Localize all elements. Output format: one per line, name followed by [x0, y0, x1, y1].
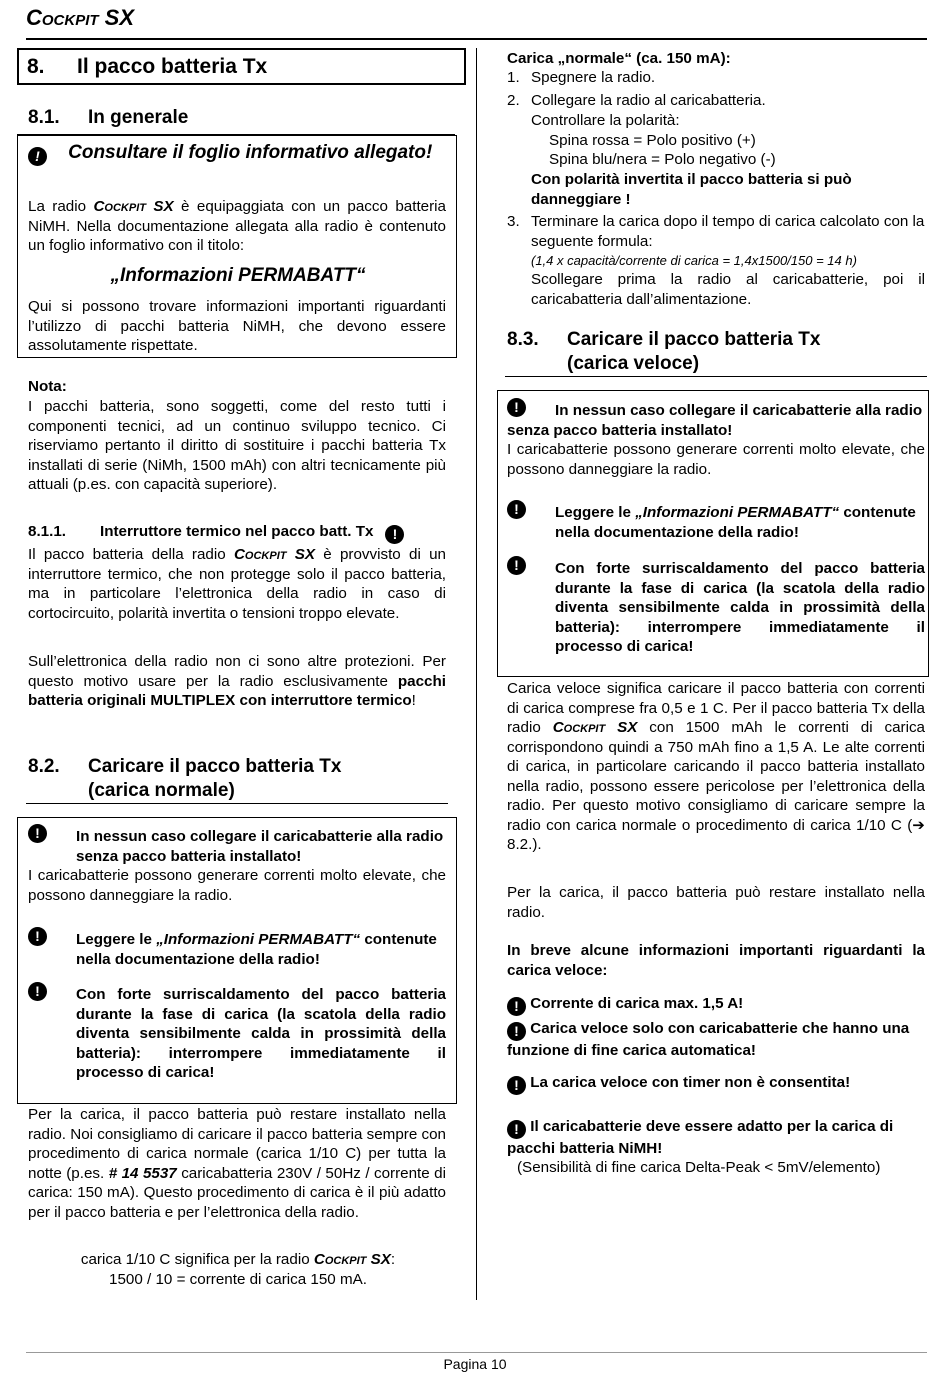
warning-1-text: I caricabatterie possono generare correnti molto elevate, che possono danneggiare la radio. — [507, 441, 925, 478]
warning-1: In nessun caso collegare il caricabatterie alla radio senza pacco batteria installato! — [76, 828, 444, 865]
footer-rule — [26, 1352, 927, 1353]
nota-label: Nota: — [28, 378, 67, 395]
fast-charge-summary: In breve alcune informazioni importanti riguardanti la carica veloce: — [507, 942, 925, 979]
fast-charge-point-3: ! La carica veloce con timer non è consentita! — [507, 1073, 927, 1095]
warning-icon: ! — [507, 395, 526, 417]
polarity-red: Spina rossa = Polo positivo (+) — [549, 132, 756, 149]
page-number: Pagina 10 — [443, 1356, 507, 1372]
warning-icon: ! — [385, 525, 404, 544]
header-rule — [26, 38, 927, 40]
permabatt-title: „Informazioni PERMABATT“ — [110, 265, 366, 286]
info-box-heading: ! Consultare il foglio informativo allegato! — [28, 141, 448, 166]
warning-2: Leggere le „Informazioni PERMABATT“ contenute nella documentazione della radio! — [76, 931, 437, 968]
warning-1-text: I caricabatterie possono generare correnti molto elevate, che possono danneggiare la radio. — [28, 867, 446, 904]
protection-paragraph: Sull’elettronica della radio non ci sono altre protezioni. Per questo motivo usare per la radio esclusivamente pacchi batteria originali MULTIPLEX con interruttore termico! — [28, 653, 446, 709]
warning-1: In nessun caso collegare il caricabatterie alla radio senza pacco batteria installato! — [507, 402, 923, 439]
section-8-heading: 8. Il pacco batteria Tx — [17, 48, 466, 85]
delta-peak-note: (Sensibilità di fine carica Delta-Peak < 5mV/elemento) — [517, 1159, 881, 1176]
warning-icon: ! — [28, 979, 47, 1001]
charge-formula-line-2: 1500 / 10 = corrente di carica 150 mA. — [109, 1271, 367, 1288]
section-8-2-heading: 8.2. Caricare il pacco batteria Tx (carica normale) — [28, 756, 342, 801]
thermal-switch-paragraph: Il pacco batteria della radio Cockpit SX è provvisto di un interruttore termico, che non protegge solo il pacco batteria, ma in particolare l’elettronica della radio in caso di cortocircuito, polarità invertita o tensioni troppo elevate. — [28, 546, 446, 622]
nota-text: I pacchi batteria, sono soggetti, come del resto tutti i componenti tecnici, ad un continuo sviluppo tecnico. Ci riserviamo pertanto il diritto di sostituire i pacchi batteria Tx installati di serie (NiMh, 1500 mAh) con altri tecnicamente più attuali (p.es. con capacità superiore). — [28, 398, 446, 493]
section-8-1-heading: 8.1. In generale — [28, 107, 189, 128]
warning-icon: ! — [507, 997, 526, 1016]
warning-icon: ! — [507, 1076, 526, 1095]
fast-charge-point-2: ! Carica veloce solo con caricabatterie che hanno una funzione di fine carica automatica! — [507, 1020, 910, 1059]
warning-icon: ! — [507, 1120, 526, 1139]
warning-icon: ! — [28, 147, 47, 166]
running-header-brand: Cockpit SX — [26, 5, 135, 30]
warning-icon: ! — [507, 1022, 526, 1041]
section-8-1-1-heading: 8.1.1. Interruttore termico nel pacco batt. Tx ! — [28, 522, 448, 544]
polarity-label: Controllare la polarità: — [531, 112, 680, 129]
section-rule — [26, 803, 448, 804]
polarity-warning: Con polarità invertita il pacco batteria si può danneggiare ! — [531, 171, 852, 208]
fast-charge-paragraph: Carica veloce significa caricare il pacco batteria con correnti di carica comprese fra 0,5 e 1 C. Per il pacco batteria Tx della radio Cockpit SX con 1500 mAh le correnti di carica corrispondono quindi a 750 mAh fino a 1,5 A. Le alte correnti di carica, in particolare caricando il pacco batteria installato nella radio, possono essere pericolose per l’elettronica della radio. Per questo motivo consigliamo di caricare sempre la radio con carica normale o procedimento di carica 1/10 C (➔ 8.2.). — [507, 680, 925, 853]
column-divider — [476, 48, 477, 1300]
warning-icon: ! — [507, 497, 526, 519]
disconnect-text: Scollegare prima la radio al caricabatterie, poi il caricabatteria dall’alimentazione. — [531, 271, 925, 308]
normal-charge-title: Carica „normale“ (ca. 150 mA): — [507, 50, 731, 67]
charge-time-formula: (1,4 x capacità/corrente di carica = 1,4x1500/150 = 14 h) — [531, 253, 857, 268]
charge-formula-line-1: carica 1/10 C significa per la radio Cockpit SX: — [80, 1251, 396, 1268]
info-box-paragraph: La radio Cockpit SX è equipaggiata con un pacco batteria NiMH. Nella documentazione allegata alla radio è contenuto un foglio informativo con il titolo: — [28, 198, 446, 254]
warning-icon: ! — [28, 821, 47, 843]
warning-3: Con forte surriscaldamento del pacco batteria durante la fase di carica (la scatola della radio diventa sensibilmente calda in prossimità della batteria): interrompere immediatamente il processo di carica! — [76, 986, 446, 1081]
fast-charge-point-1: ! Corrente di carica max. 1,5 A! — [507, 994, 927, 1016]
warning-2: Leggere le „Informazioni PERMABATT“ contenute nella documentazione della radio! — [555, 504, 916, 541]
warning-3: Con forte surriscaldamento del pacco batteria durante la fase di carica (la scatola della radio diventa sensibilmente calda in prossimità della batteria): interrompere immediatamente il processo di carica! — [555, 560, 925, 655]
normal-charge-paragraph: Per la carica, il pacco batteria può restare installato nella radio. Noi consigliamo di caricare il pacco batteria sempre con procedimento di carica normale (carica 1/10 C) per tutta la notte (p.es. # 14 5537 caricabatteria 230V / 50Hz / corrente di carica: 150 mA). Questo procedimento di carica è il più adatto per il pacco batteria e per l’elettronica della radio. — [28, 1106, 447, 1221]
polarity-blue: Spina blu/nera = Polo negativo (-) — [549, 151, 776, 168]
info-box-paragraph-2: Qui si possono trovare informazioni importanti riguardanti l’utilizzo di pacchi batteria NiMH, che devono essere assolutamente rispettate. — [28, 298, 446, 354]
section-rule — [505, 376, 927, 377]
warning-icon: ! — [507, 553, 526, 575]
fast-charge-point-4: ! Il caricabatterie deve essere adatto per la carica di pacchi batteria NiMH! — [507, 1118, 894, 1157]
fast-charge-paragraph-2: Per la carica, il pacco batteria può restare installato nella radio. — [507, 884, 925, 921]
section-8-3-heading: 8.3. Caricare il pacco batteria Tx (carica veloce) — [507, 329, 821, 374]
warning-icon: ! — [28, 924, 47, 946]
